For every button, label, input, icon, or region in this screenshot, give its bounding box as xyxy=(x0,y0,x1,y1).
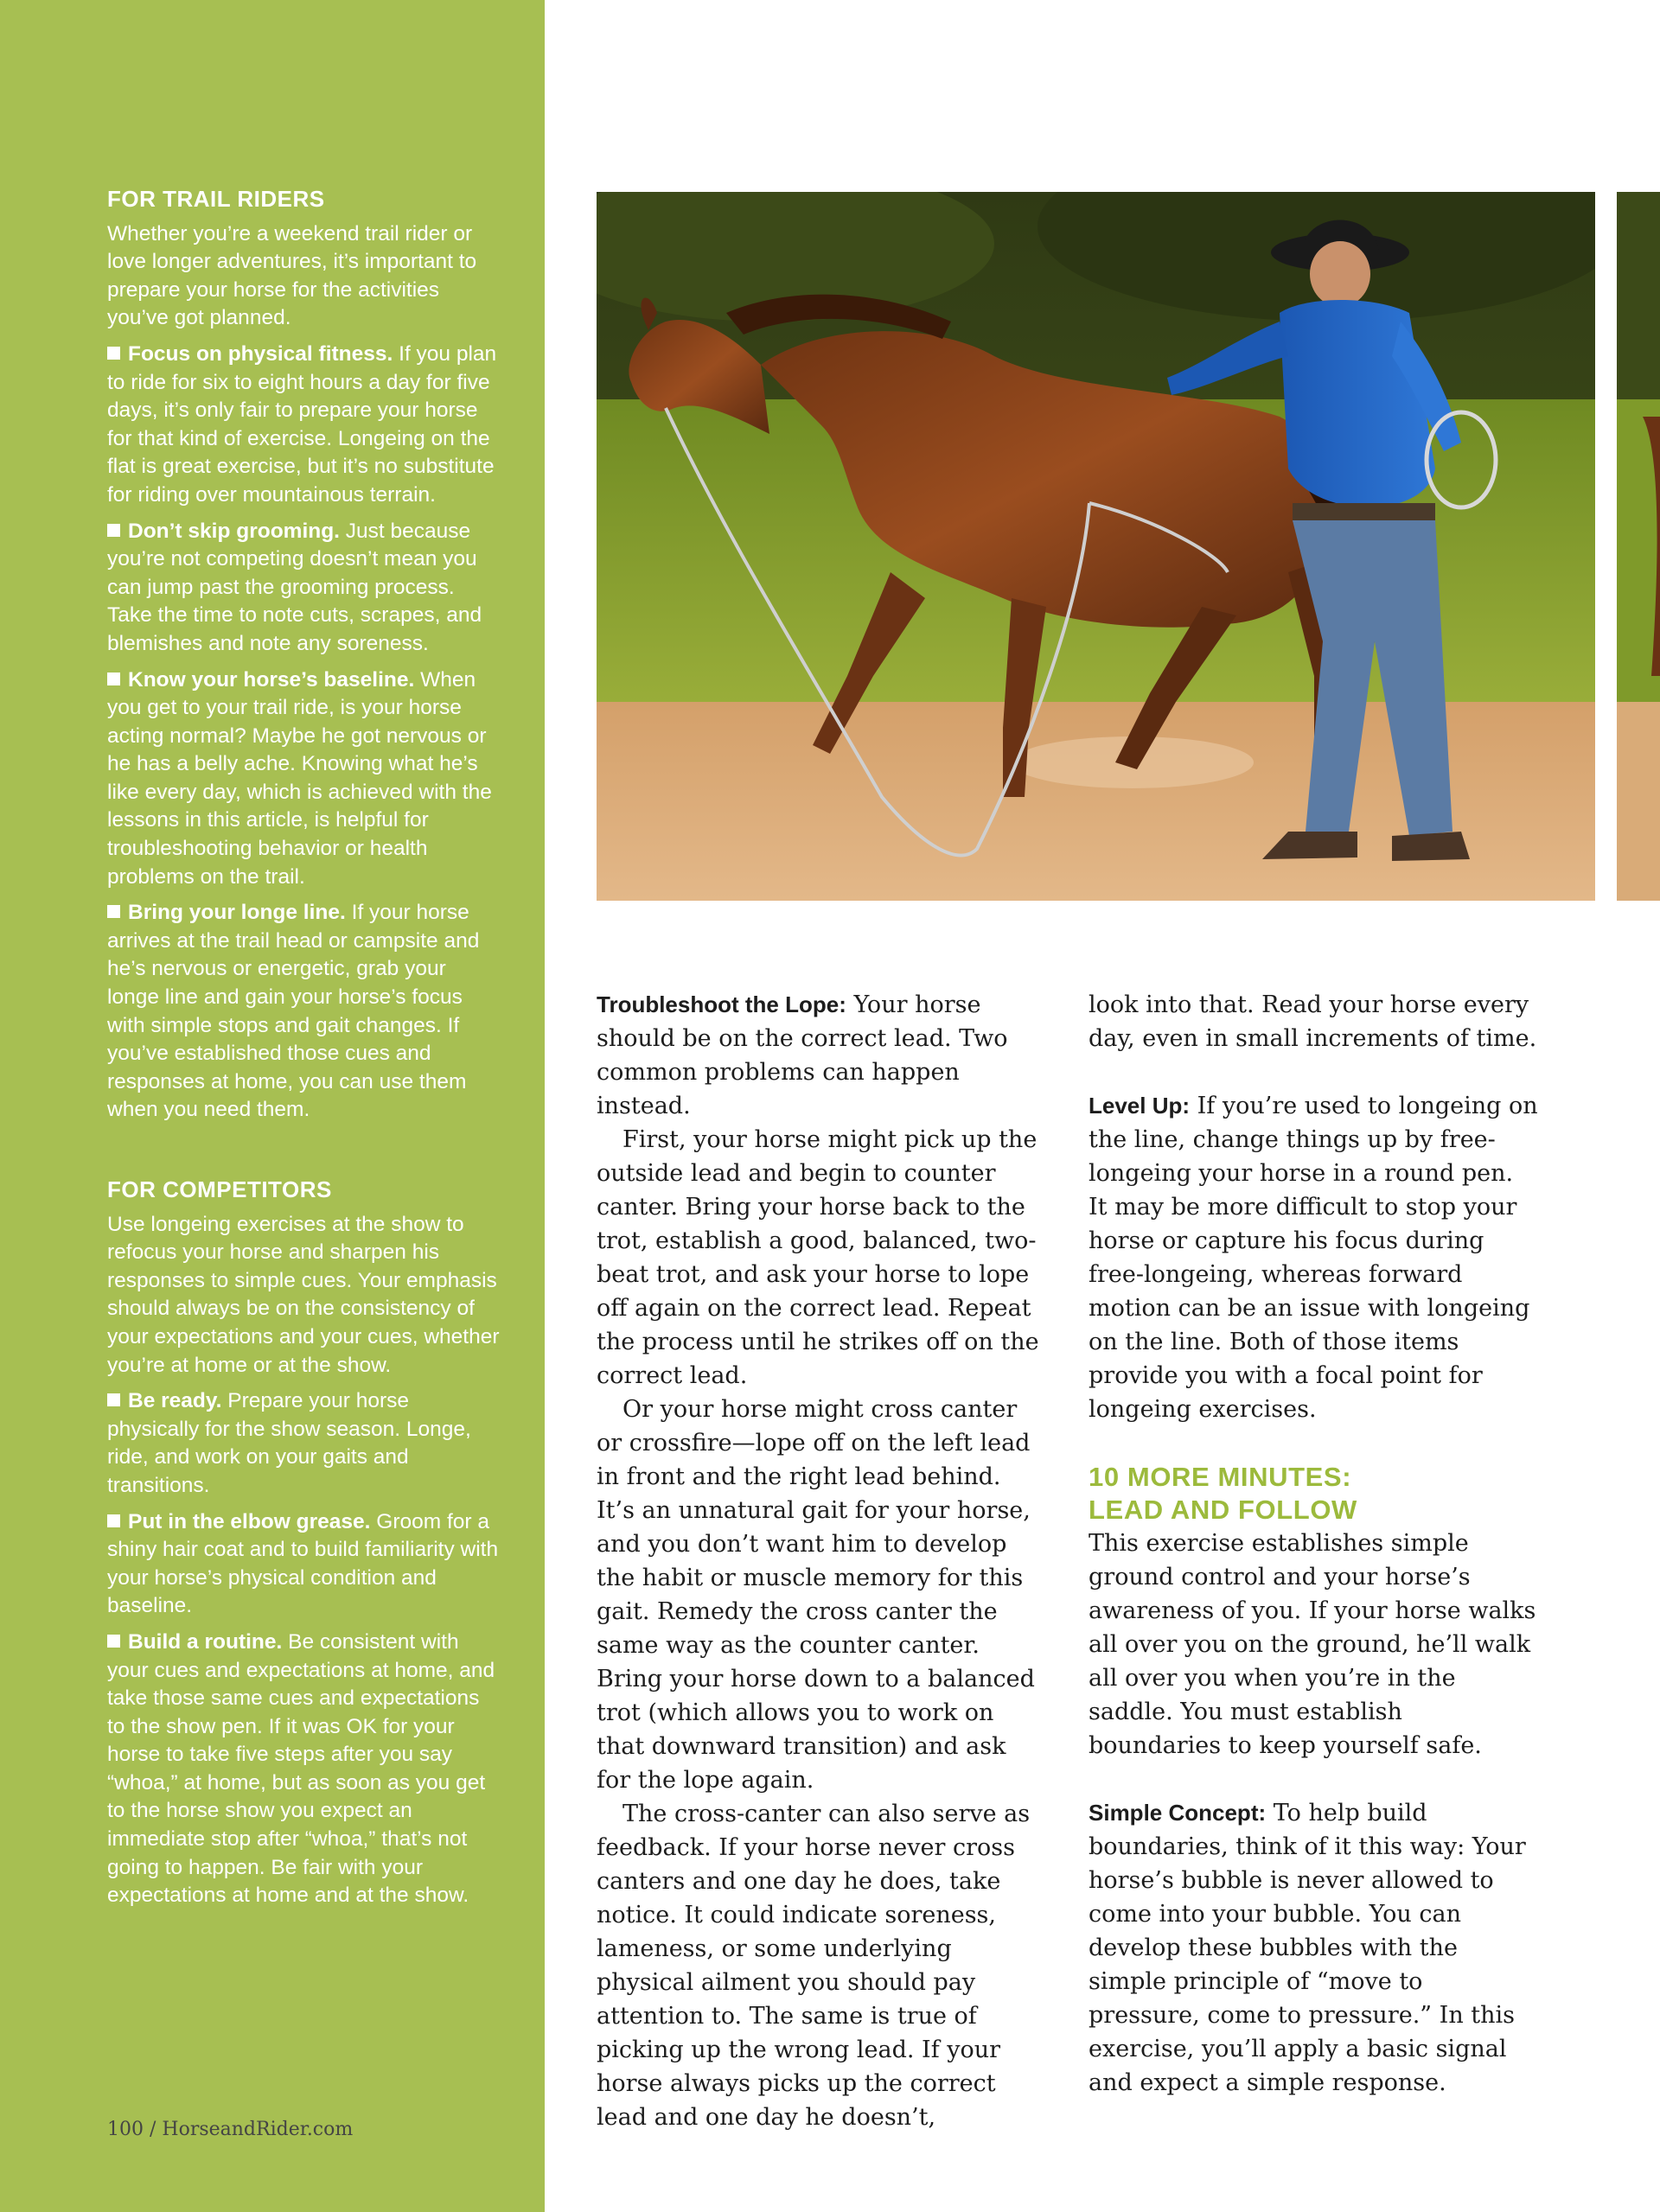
simple-concept-lead: Simple Concept: xyxy=(1089,1800,1267,1826)
horse-longeing-photo xyxy=(597,192,1595,901)
tip-text: Just because you’re not competing doesn’t mean you can jump past the grooming process. Take the time to note cuts, scrapes, and blemishes and note any soreness. xyxy=(107,519,482,655)
competitor-tip-ready xyxy=(107,1387,501,1500)
bullet-square-icon xyxy=(107,1393,120,1406)
body-paragraph: look into that. Read your horse every day, even in small increments of time. xyxy=(1089,991,1537,1052)
sidebar-content xyxy=(107,185,501,1918)
trail-riders-intro: Whether you’re a weekend trail rider or love longer adventures, it’s important to prepare your horse for the activities you’ve got planned. xyxy=(107,221,477,330)
photo-edge-illustration xyxy=(1617,192,1660,901)
bullet-square-icon xyxy=(107,1635,120,1648)
level-up-lead: Level Up: xyxy=(1089,1093,1191,1119)
simple-concept-text: To help build boundaries, think of it this way: Your horse’s bubble is never allowed to come into your bubble. You can develop these bubbles with the simple principle of “move to pressure, come to pressure.” In this exercise, you’ll apply a basic signal and expect a simple response. xyxy=(1089,1800,1526,2096)
section-heading-line1: 10 MORE MINUTES: xyxy=(1089,1462,1352,1492)
troubleshoot-text: Your horse should be on the correct lead. Two common problems can happen instead. xyxy=(597,991,1008,1119)
photo-illustration xyxy=(597,192,1595,901)
page-folio: 100 / HorseandRider.com xyxy=(107,2119,354,2140)
competitors-heading: FOR COMPETITORS xyxy=(107,1176,332,1202)
tip-title: Focus on physical fitness. xyxy=(128,341,393,366)
tip-text: When you get to your trail ride, is your horse acting normal? Maybe he got nervous or he has a belly ache. Knowing what he’s like every day, which is achieved with the lessons in this article, is helpful for troubleshooting behavior or health problems on the trail. xyxy=(107,667,492,889)
competitor-tip-routine xyxy=(107,1629,501,1910)
tip-title: Know your horse’s baseline. xyxy=(128,667,415,692)
tip-text: If you plan to ride for six to eight hours a day for five days, it’s only fair to prepare your horse for that kind of exercise. Longeing on the flat is great exercise, but it’s no substitute for riding over mountainous terrain. xyxy=(107,341,497,507)
level-up-text: If you’re used to longeing on the line, change things up by free-longeing your horse in a round pen. It may be more difficult to stop your horse or capture his focus during free-longeing, whereas forward motion can be an issue with longeing on the line. Both of those items provide you with a focal point for longeing exercises. xyxy=(1089,1093,1538,1423)
body-paragraph: Or your horse might cross canter or crossfire—lope off on the left lead in front and the right lead behind. It’s an unnatural gait for your horse, and you don’t want him to develop the habit or muscle memory for this gait. Remedy the cross canter the same way as the counter canter. Bring your horse down to a balanced trot (which allows you to work on that downward transition) and ask for the lope again. xyxy=(597,1396,1035,1794)
tip-text: If your horse arrives at the trail head or campsite and he’s nervous or energetic, grab your longe line and gain your horse’s focus with simple stops and gait changes. If you’ve established those cues and responses at home, you can use them when you need them. xyxy=(107,901,480,1122)
sidebar-panel xyxy=(0,0,545,2212)
body-paragraph: The cross-canter can also serve as feedback. If your horse never cross canters and one day he does, take notice. It could indicate soreness, lameness, or some underlying physical ailment you should pay attention to. The same is true of picking up the wrong lead. If your horse always picks up the correct lead and one day he doesn’t, xyxy=(597,1801,1031,2131)
level-up-paragraph xyxy=(1089,1089,1538,1426)
bullet-square-icon xyxy=(107,524,120,537)
bullet-square-icon xyxy=(107,905,120,918)
tip-title: Don’t skip grooming. xyxy=(128,519,340,543)
trail-tip-fitness xyxy=(107,341,501,510)
tip-title: Build a routine. xyxy=(128,1629,283,1654)
bullet-square-icon xyxy=(107,1514,120,1527)
tip-text: Be consistent with your cues and expectations at home, and take those same cues and expectations to the show pen. If it was OK for your horse to take five steps after you say “whoa,” at home, but as soon as you get to the horse show you expect an immediate stop after “whoa,” that’s not going to happen. Be fair with your expectations at home and at the show. xyxy=(107,1629,495,1908)
troubleshoot-lead: Troubleshoot the Lope: xyxy=(597,991,846,1017)
trail-riders-heading: FOR TRAIL RIDERS xyxy=(107,186,325,212)
tip-text: Groom for a shiny hair coat and to build familiarity with your horse’s physical condition and baseline. xyxy=(107,1509,499,1618)
competitor-tip-grease xyxy=(107,1508,501,1621)
section-intro-paragraph: This exercise establishes simple ground control and your horse’s awareness of you. If your horse walks all over you on the ground, he’ll walk all over you when you’re in the saddle. You must establish boundaries to keep yourself safe. xyxy=(1089,1530,1536,1759)
tip-title: Bring your longe line. xyxy=(128,901,346,925)
competitors-intro: Use longeing exercises at the show to refocus your horse and sharpen his responses to simple cues. Your emphasis should always be on the consistency of your expectations and your cues, whether you’re at home or at the show. xyxy=(107,1212,500,1377)
simple-concept-paragraph xyxy=(1089,1796,1538,2100)
article-column-1 xyxy=(597,988,1046,2134)
tip-title: Be ready. xyxy=(128,1389,222,1413)
article-column-2 xyxy=(1089,988,1538,2100)
trail-tip-baseline xyxy=(107,666,501,892)
tip-text: Prepare your horse physically for the show season. Longe, ride, and work on your gaits and transitions. xyxy=(107,1389,471,1497)
section-heading-line2: LEAD AND FOLLOW xyxy=(1089,1495,1357,1525)
bullet-square-icon xyxy=(107,673,120,685)
troubleshoot-paragraph xyxy=(597,988,1046,1123)
trail-tip-grooming xyxy=(107,518,501,659)
body-paragraph: First, your horse might pick up the outside lead and begin to counter canter. Bring your horse back to the trot, establish a good, balanced, two-beat trot, and ask your horse to lope off again on the correct lead. Repeat the process until he strikes off on the correct lead. xyxy=(597,1126,1039,1389)
trail-tip-longe-line xyxy=(107,899,501,1125)
adjacent-photo-edge xyxy=(1617,192,1660,901)
tip-title: Put in the elbow grease. xyxy=(128,1509,371,1533)
bullet-square-icon xyxy=(107,347,120,360)
